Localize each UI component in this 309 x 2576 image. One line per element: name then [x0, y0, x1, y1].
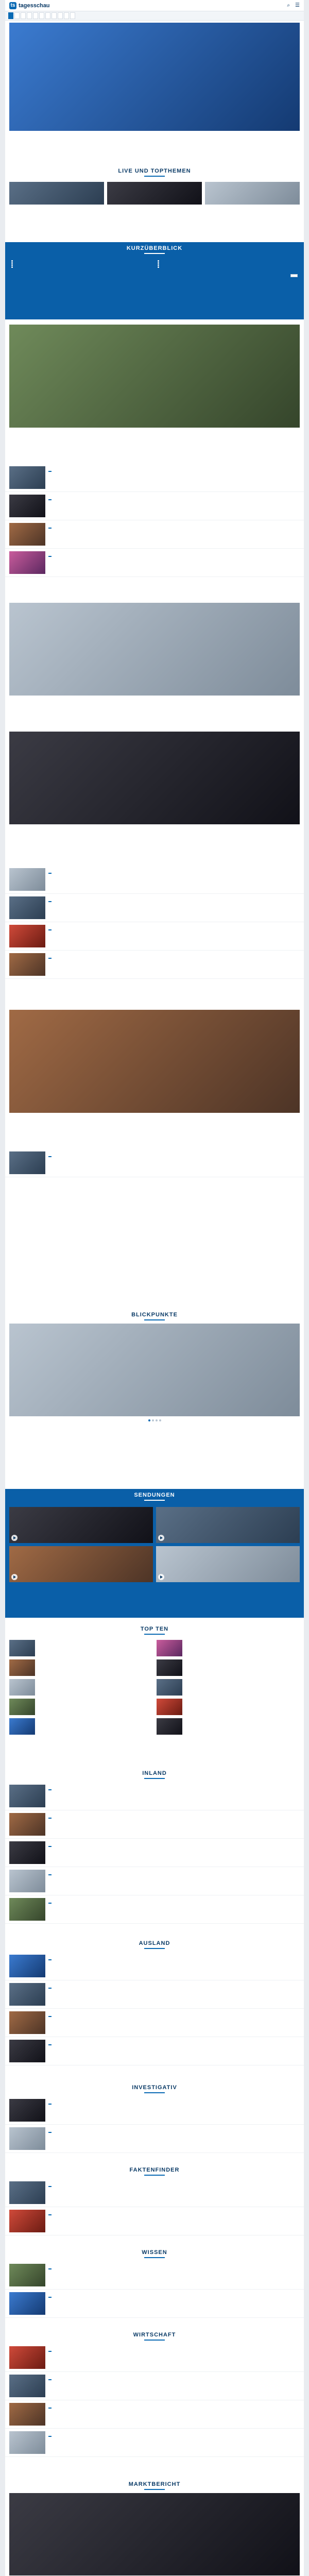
teaser-image[interactable] [9, 925, 45, 947]
list-item[interactable] [5, 2344, 304, 2372]
teaser-image[interactable] [9, 1718, 35, 1735]
teaser-tag [48, 2214, 52, 2215]
video-thumbnail[interactable] [156, 1546, 300, 1582]
teaser-tag [48, 2044, 52, 2045]
play-icon[interactable] [158, 1535, 164, 1541]
blickpunkte-section [5, 1303, 304, 1423]
nav-item[interactable] [58, 12, 63, 19]
teaser-image[interactable] [9, 2264, 45, 2286]
teaser-image[interactable] [205, 182, 300, 205]
video-thumbnail[interactable] [9, 1507, 153, 1543]
teaser-image[interactable] [9, 1151, 45, 1174]
site-header [5, 0, 304, 11]
list-item[interactable] [5, 2429, 304, 2457]
section-title: WISSEN [5, 2246, 304, 2261]
teaser-tag [48, 1156, 52, 1157]
section-title: AUSLAND [5, 1937, 304, 1952]
list-item[interactable] [5, 549, 304, 577]
sendung-item[interactable] [9, 1507, 153, 1543]
menu-icon[interactable]: ☰ [295, 3, 300, 8]
list-item[interactable] [5, 492, 304, 520]
teaser-tag [48, 2351, 52, 2352]
hero-teaser[interactable] [5, 23, 304, 136]
section-title: MARKTBERICHT [5, 2478, 304, 2493]
teaser-image[interactable] [9, 1813, 45, 1836]
teaser-image[interactable] [9, 2181, 45, 2204]
wissen-section [5, 2246, 304, 2318]
nav-item[interactable] [8, 12, 13, 19]
teaser-image[interactable] [9, 1679, 35, 1696]
top-themen-section [5, 165, 304, 208]
logo-mark[interactable]: ts [9, 2, 16, 9]
list-item[interactable] [5, 894, 304, 922]
teaser-image[interactable] [9, 2040, 45, 2062]
list-item[interactable] [5, 2400, 304, 2429]
sendung-item[interactable] [9, 1546, 153, 1582]
sendung-item[interactable] [156, 1507, 300, 1543]
video-thumbnail[interactable] [156, 1507, 300, 1543]
lead-image[interactable] [9, 732, 300, 824]
topten-item[interactable] [157, 1659, 300, 1676]
teaser-tag [48, 873, 52, 874]
teaser-tag [48, 556, 52, 557]
section-title: TOP TEN [5, 1623, 304, 1638]
teaser-image[interactable] [157, 1679, 182, 1696]
teaser-image[interactable] [9, 1841, 45, 1864]
teaser-image[interactable] [9, 896, 45, 919]
list-item[interactable] [5, 2125, 304, 2153]
teaser-list [5, 1149, 304, 1177]
topten-item[interactable] [9, 1699, 152, 1715]
teaser-tag [48, 1959, 52, 1960]
nav-item[interactable] [39, 12, 44, 19]
list-item[interactable] [5, 1810, 304, 1839]
teaser-image[interactable] [9, 2431, 45, 2454]
logo-text[interactable]: tagesschau [19, 2, 50, 9]
teaser-image[interactable] [157, 1718, 182, 1735]
lead-teaser[interactable] [5, 325, 304, 433]
section-title: FAKTENFINDER [5, 2164, 304, 2179]
teaser-tag [48, 1818, 52, 1819]
nav-item[interactable] [33, 12, 38, 19]
teaser-image[interactable] [9, 551, 45, 574]
list-item[interactable] [5, 2096, 304, 2125]
topten-item[interactable] [9, 1679, 152, 1696]
teaser-image[interactable] [157, 1659, 182, 1676]
teaser-tag [48, 499, 52, 500]
teaser-image[interactable] [9, 1870, 45, 1892]
teaser-tag [48, 2268, 52, 2269]
list-item[interactable] [5, 922, 304, 951]
ausland-section [5, 1937, 304, 2065]
play-icon[interactable] [158, 1574, 164, 1580]
hero-image[interactable] [9, 23, 300, 131]
teaser-image[interactable] [9, 2292, 45, 2315]
list-item[interactable] [5, 1867, 304, 1895]
sendung-item[interactable] [156, 1546, 300, 1582]
teaser-list [5, 464, 304, 577]
list-item[interactable] [5, 2290, 304, 2318]
inland-section [5, 1767, 304, 1924]
section-title: LIVE UND TOPTHEMEN [5, 165, 304, 180]
list-item[interactable] [5, 464, 304, 492]
search-icon[interactable]: ⌕ [287, 3, 290, 8]
teaser-image[interactable] [9, 1955, 45, 1977]
teaser-tag [48, 1988, 52, 1989]
nav-item[interactable] [45, 12, 50, 19]
teaser-image[interactable] [9, 2210, 45, 2232]
list-item[interactable] [5, 1895, 304, 1924]
teaser-tag [48, 2132, 52, 2133]
list-item[interactable] [5, 2179, 304, 2207]
teaser-tag [48, 528, 52, 529]
teaser-tag [48, 2016, 52, 2017]
teaser-image[interactable] [157, 1699, 182, 1715]
topten-item[interactable] [157, 1718, 300, 1735]
teaser-image[interactable] [9, 1898, 45, 1921]
investigativ-section [5, 2081, 304, 2153]
teaser-image[interactable] [9, 2127, 45, 2150]
section-title: INLAND [5, 1767, 304, 1782]
teaser-image[interactable] [9, 1785, 45, 1807]
topten-item[interactable] [9, 1659, 152, 1676]
top-themen-item[interactable] [107, 182, 202, 206]
topten-section [5, 1623, 304, 1737]
section-title: KURZÜBERBLICK [5, 242, 304, 257]
topten-item[interactable] [157, 1699, 300, 1715]
faktenfinder-section [5, 2164, 304, 2235]
teaser-image[interactable] [9, 495, 45, 517]
section-title: INVESTIGATIV [5, 2081, 304, 2096]
list-item[interactable] [5, 2009, 304, 2037]
list-item[interactable] [5, 2207, 304, 2235]
teaser-image[interactable] [9, 953, 45, 976]
teaser-tag [48, 1903, 52, 1904]
teaser-tag [48, 2408, 52, 2409]
teaser-image[interactable] [9, 182, 104, 205]
teaser-tag [48, 958, 52, 959]
teaser-image[interactable] [9, 868, 45, 891]
nav-item[interactable] [70, 12, 75, 19]
teaser-tag [48, 1789, 52, 1790]
list-item[interactable] [5, 866, 304, 894]
list-item[interactable] [5, 520, 304, 549]
nav-item[interactable] [21, 12, 26, 19]
teaser-image[interactable] [9, 2099, 45, 2122]
marktbericht-image[interactable] [9, 2493, 300, 2575]
lead-teaser[interactable] [5, 1010, 304, 1118]
teaser-image[interactable] [9, 2403, 45, 2426]
nav-item[interactable] [27, 12, 32, 19]
list-item[interactable] [5, 951, 304, 979]
lead-image[interactable] [9, 603, 300, 696]
list-item[interactable] [5, 1149, 304, 1177]
teaser-tag [48, 901, 52, 902]
teaser-image[interactable] [9, 2011, 45, 2034]
teaser-tag [48, 2186, 52, 2187]
gallery-image[interactable] [9, 1324, 300, 1416]
nav-item[interactable] [14, 12, 20, 19]
topten-item[interactable] [157, 1679, 300, 1696]
teaser-image[interactable] [157, 1640, 182, 1656]
sendungen-section [5, 1489, 304, 1618]
section-title: SENDUNGEN [5, 1489, 304, 1504]
teaser-image[interactable] [9, 1983, 45, 2006]
section-title: WIRTSCHAFT [5, 2329, 304, 2344]
kurzueberblick-section [5, 242, 304, 319]
lead-image[interactable] [9, 325, 300, 428]
list-item[interactable] [5, 1782, 304, 1810]
list-item[interactable] [5, 2261, 304, 2290]
teaser-image[interactable] [9, 2346, 45, 2369]
teaser-image[interactable] [9, 1640, 35, 1656]
teaser-image[interactable] [9, 2375, 45, 2397]
teaser-tag [48, 2379, 52, 2380]
topten-item[interactable] [9, 1718, 152, 1735]
topten-item[interactable] [9, 1640, 152, 1656]
nav-item[interactable] [52, 12, 57, 19]
lead-teaser[interactable] [5, 603, 304, 701]
teaser-tag [48, 471, 52, 472]
topten-item[interactable] [157, 1640, 300, 1656]
page [5, 0, 304, 2576]
list-item[interactable] [5, 1839, 304, 1867]
teaser-image[interactable] [9, 1699, 35, 1715]
lead-teaser[interactable] [5, 732, 304, 829]
section-title: BLICKPUNKTE [5, 1309, 304, 1324]
teaser-tag [48, 2104, 52, 2105]
top-themen-item[interactable] [9, 182, 104, 206]
list-item[interactable] [5, 1952, 304, 1980]
teaser-image[interactable] [9, 523, 45, 546]
nav-bar [5, 11, 304, 21]
video-thumbnail[interactable] [9, 1546, 153, 1582]
teaser-image[interactable] [107, 182, 202, 205]
teaser-list [5, 866, 304, 979]
teaser-image[interactable] [9, 1659, 35, 1676]
lead-image[interactable] [9, 1010, 300, 1113]
list-item[interactable] [5, 2037, 304, 2065]
teaser-tag [48, 1846, 52, 1847]
teaser-image[interactable] [9, 466, 45, 489]
nav-item[interactable] [64, 12, 69, 19]
gallery-pagination[interactable] [9, 1417, 300, 1423]
teaser-tag [48, 2297, 52, 2298]
teaser-tag [48, 2436, 52, 2437]
play-icon[interactable] [11, 1574, 18, 1580]
marktbericht-section [5, 2473, 304, 2576]
play-icon[interactable] [11, 1535, 18, 1541]
list-item[interactable] [5, 2372, 304, 2400]
wirtschaft-section [5, 2329, 304, 2457]
teaser-tag [48, 929, 52, 930]
more-button[interactable] [290, 274, 298, 277]
teaser-tag [48, 1874, 52, 1875]
top-themen-item[interactable] [205, 182, 300, 206]
list-item[interactable] [5, 1980, 304, 2009]
